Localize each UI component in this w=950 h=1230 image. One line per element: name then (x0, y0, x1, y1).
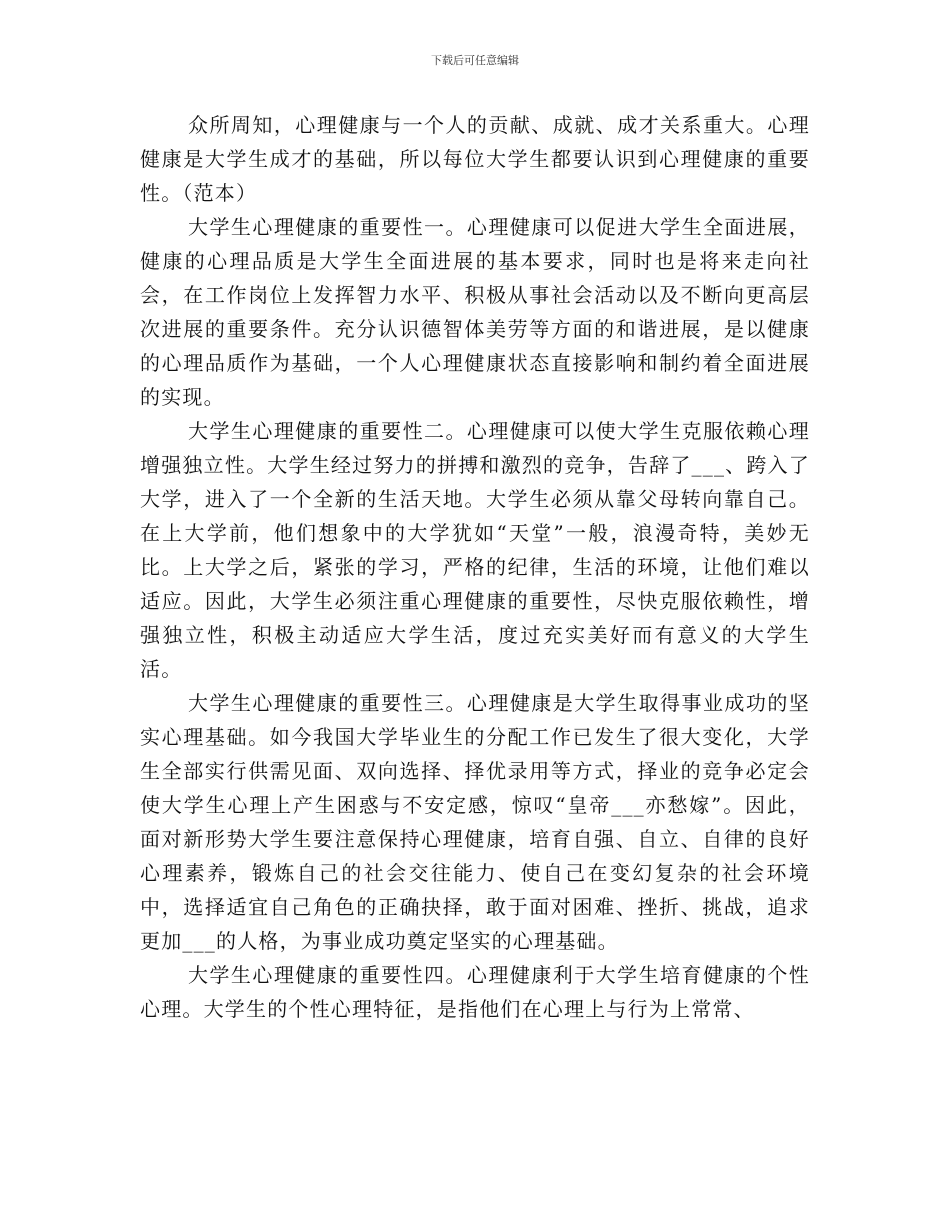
paragraph-importance-two: 大学生心理健康的重要性二。心理健康可以使大学生克服依赖心理增强独立性。大学生经过努力的拼搏和激烈的竞争，告辞了___、跨入了大学，进入了一个全新的生活天地。大学生必须从靠父母转向靠自己。在上大学前，他们想象中的大学犹如“天堂”一般，浪漫奇特，美妙无比。上大学之后，紧张的学习，严格的纪律，生活的环境，让他们难以适应。因此，大学生必须注重心理健康的重要性，尽快克服依赖性，增强独立性，积极主动适应大学生活，度过充实美好而有意义的大学生活。 (140, 419, 810, 681)
paragraph-importance-four: 大学生心理健康的重要性四。心理健康利于大学生培育健康的个性心理。大学生的个性心理特征，是指他们在心理上与行为上常常、 (140, 963, 810, 1021)
document-body (140, 108, 810, 1026)
paragraph-importance-one: 大学生心理健康的重要性一。心理健康可以促进大学生全面进展，健康的心理品质是大学生全面进展的基本要求，同时也是将来走向社会，在工作岗位上发挥智力水平、积极从事社会活动以及不断向更高层次进展的重要条件。充分认识德智体美劳等方面的和谐进展，是以健康的心理品质作为基础，一个人心理健康状态直接影响和制约着全面进展的实现。 (140, 215, 810, 409)
paragraph-importance-three: 大学生心理健康的重要性三。心理健康是大学生取得事业成功的坚实心理基础。如今我国大学毕业生的分配工作已发生了很大变化，大学生全部实行供需见面、双向选择、择优录用等方式，择业的竞争必定会使大学生心理上产生困惑与不安定感，惊叹“皇帝___亦愁嫁”。因此，面对新形势大学生要注意保持心理健康，培育自强、自立、自律的良好心理素养，锻炼自己的社会交往能力、使自己在变幻复杂的社会环境中，选择适宜自己角色的正确抉择，敢于面对困难、挫折、挑战，追求更加___的人格，为事业成功奠定坚实的心理基础。 (140, 691, 810, 953)
page-header-note: 下载后可任意编辑 (431, 54, 519, 67)
paragraph-intro: 众所周知，心理健康与一个人的贡献、成就、成才关系重大。心理健康是大学生成才的基础，所以每位大学生都要认识到心理健康的重要性。（范本） (140, 113, 810, 205)
